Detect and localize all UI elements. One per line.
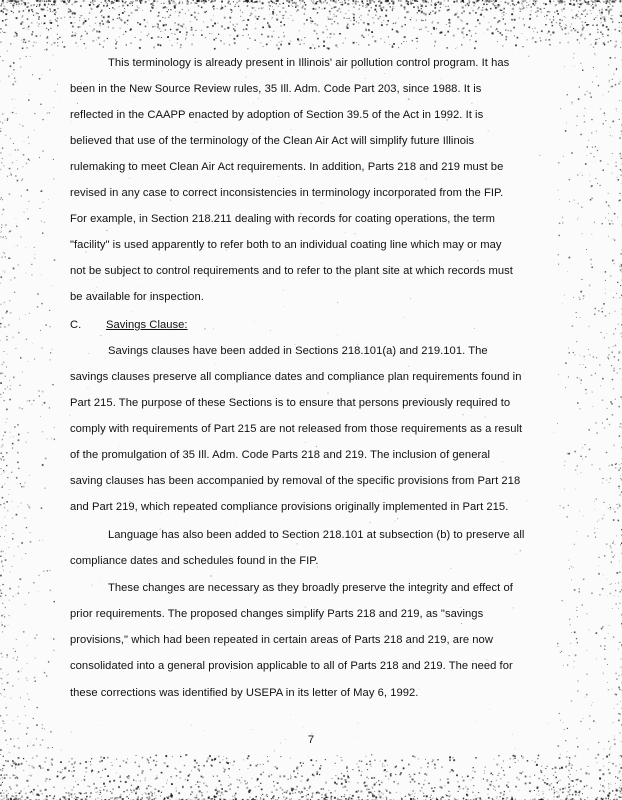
- text-line: not be subject to control requirements and to refer to the plant site at which records must: [70, 265, 513, 277]
- text-line: believed that use of the terminology of the Clean Air Act will simplify future Illinois: [70, 135, 475, 147]
- text-line: This terminology is already present in Illinois' air pollution control program. It has: [108, 57, 510, 69]
- text-line: compliance dates and schedules found in the FIP.: [70, 555, 319, 567]
- text-line: reflected in the CAAPP enacted by adoption of Section 39.5 of the Act in 1992. It is: [70, 109, 484, 121]
- text-line: Part 215. The purpose of these Sections is to ensure that persons previously required to: [70, 397, 511, 409]
- text-line: provisions," which had been repeated in certain areas of Parts 218 and 219, are now: [70, 634, 493, 646]
- text-line: of the promulgation of 35 Ill. Adm. Code Parts 218 and 219. The inclusion of general: [70, 449, 491, 461]
- text-line: Language has also been added to Section 218.101 at subsection (b) to preserve all: [108, 529, 525, 541]
- text-line: Savings clauses have been added in Sections 218.101(a) and 219.101. The: [108, 345, 488, 357]
- page-number: 7: [307, 734, 315, 746]
- section-letter: C.: [70, 319, 82, 331]
- text-line: savings clauses preserve all compliance dates and compliance plan requirements found in: [70, 371, 522, 383]
- text-line: comply with requirements of Part 215 are not released from those requirements as a result: [70, 423, 523, 435]
- text-line: rulemaking to meet Clean Air Act requirements. In addition, Parts 218 and 219 must be: [70, 161, 504, 173]
- text-line: and Part 219, which repeated compliance provisions originally implemented in Part 215.: [70, 501, 509, 513]
- text-line: "facility" is used apparently to refer both to an individual coating line which may or may: [70, 239, 502, 251]
- text-line: For example, in Section 218.211 dealing with records for coating operations, the term: [70, 213, 496, 225]
- text-line: be available for inspection.: [70, 291, 204, 303]
- section-title: Savings Clause:: [106, 319, 188, 331]
- text-line: these corrections was identified by USEPA in its letter of May 6, 1992.: [70, 687, 419, 699]
- section-heading: [0, 318, 622, 332]
- text-line: saving clauses has been accompanied by removal of the specific provisions from Part 218: [70, 475, 521, 487]
- text-line: These changes are necessary as they broadly preserve the integrity and effect of: [108, 582, 513, 594]
- text-line: been in the New Source Review rules, 35 Ill. Adm. Code Part 203, since 1988. It is: [70, 83, 482, 95]
- text-line: prior requirements. The proposed changes simplify Parts 218 and 219, as "savings: [70, 608, 484, 620]
- text-line: revised in any case to correct inconsistencies in terminology incorporated from the FIP.: [70, 187, 504, 199]
- text-line: consolidated into a general provision applicable to all of Parts 218 and 219. The need for: [70, 660, 513, 672]
